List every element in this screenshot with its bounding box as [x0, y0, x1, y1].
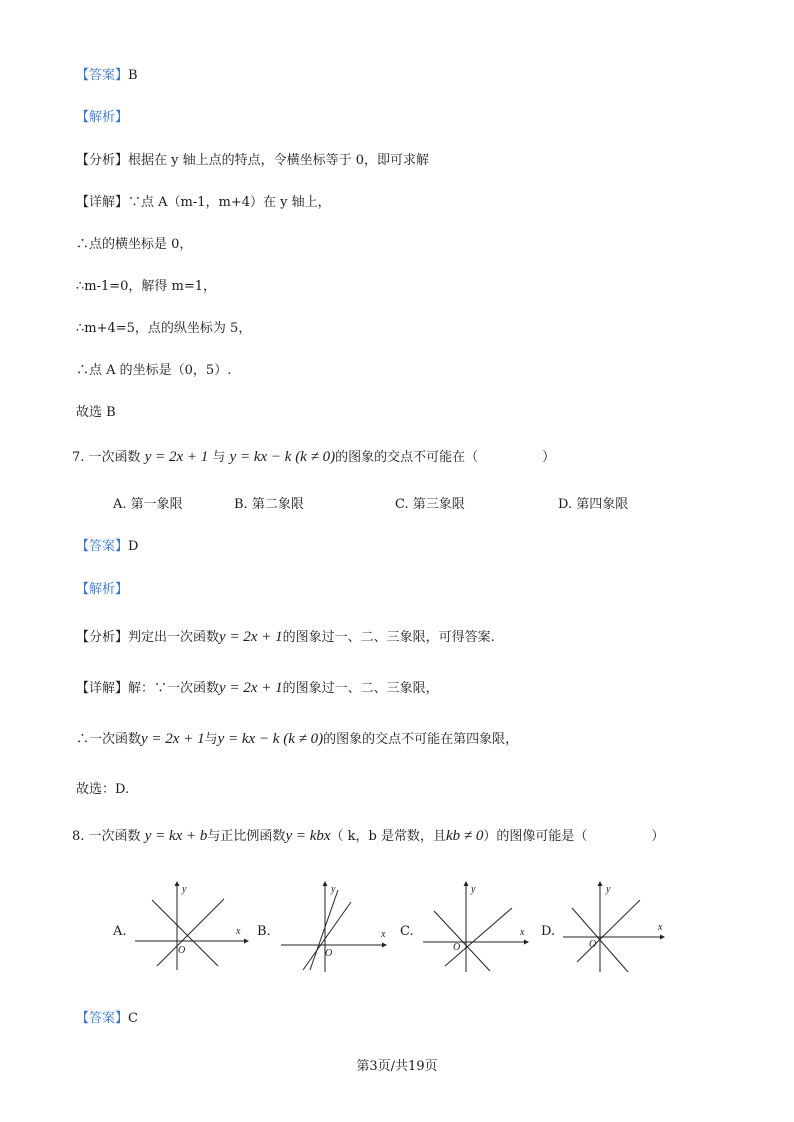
- origin-label: O: [178, 945, 186, 956]
- q8-option-d-label[interactable]: D.: [541, 924, 556, 939]
- q6-analysis-tag: [76, 108, 128, 128]
- equation: kb ≠ 0: [446, 828, 484, 844]
- y-axis-label: y: [471, 884, 476, 895]
- q7-option-a[interactable]: A. 第一象限: [113, 497, 183, 512]
- origin-label: O: [325, 948, 333, 959]
- answer-value: C: [128, 1011, 138, 1026]
- fenxi-text: 判定出一次函数: [128, 630, 220, 645]
- q8-option-a-label[interactable]: A.: [113, 924, 127, 939]
- q7-fenxi-line: [76, 627, 495, 648]
- origin-label: O: [453, 942, 461, 953]
- analysis-tag: 【解析】: [76, 110, 129, 125]
- q6-step-1: ∴点的横坐标是 0，: [76, 237, 193, 252]
- stem-text: ）: [651, 829, 665, 844]
- q8-graph-a[interactable]: [132, 880, 250, 972]
- q7-answer-line: [76, 537, 138, 557]
- q6-fenxi-line: [76, 151, 429, 171]
- question-number: 7.: [72, 450, 85, 465]
- graph-line-decreasing: [152, 900, 218, 966]
- equation: y = 2x + 1: [144, 449, 209, 465]
- equation: y = 2x + 1: [219, 629, 283, 645]
- x-axis-label: x: [658, 922, 663, 933]
- y-axis-arrow: [175, 881, 180, 886]
- x-axis-arrow: [382, 943, 387, 948]
- fenxi-tag: 【分析】: [76, 630, 129, 645]
- q6-answer-line: [76, 66, 138, 86]
- detail-text: 与: [204, 732, 218, 747]
- stem-text: （ k，b 是常数，且: [330, 829, 447, 844]
- y-axis-arrow: [464, 881, 469, 886]
- x-axis-label: x: [381, 929, 386, 940]
- origin-label: O: [589, 939, 597, 950]
- equation: y = 2x + 1: [219, 680, 283, 696]
- q6-step-4: ∴点 A 的坐标是（0，5）.: [76, 363, 232, 378]
- equation: y = 2x + 1: [141, 731, 205, 747]
- q7-stem: [72, 447, 555, 468]
- y-axis-label: y: [331, 884, 336, 895]
- stem-text: ）: [542, 450, 556, 465]
- y-axis-arrow: [598, 881, 603, 886]
- stem-text: 一次函数: [88, 450, 141, 465]
- q8-graph-d[interactable]: [560, 880, 678, 972]
- detail-text: 的图象的交点不可能在第四象限，: [323, 732, 519, 747]
- answer-value: D: [128, 539, 139, 554]
- answer-tag: 【答案】: [76, 68, 129, 83]
- x-axis-arrow: [660, 935, 665, 940]
- y-axis-arrow: [323, 881, 328, 886]
- detail-tag: 【详解】: [76, 195, 129, 210]
- stem-text: ）的图像可能是（: [483, 829, 588, 844]
- q6-step-3: ∴m+4=5，点的纵坐标为 5，: [76, 321, 252, 336]
- y-axis-label: y: [182, 884, 187, 895]
- equation: y = kx + b: [144, 828, 208, 844]
- graph-line-decreasing: [434, 911, 490, 971]
- q7-analysis-tag: [76, 580, 128, 600]
- q6-conclusion: 故选 B: [76, 405, 116, 420]
- q8-option-c-label[interactable]: C.: [400, 924, 414, 939]
- stem-text: 与正比例函数: [207, 829, 286, 844]
- graph-line-increasing: [157, 899, 224, 966]
- answer-value: B: [128, 68, 138, 83]
- x-axis-arrow: [244, 939, 249, 944]
- q7-option-b[interactable]: B. 第二象限: [234, 497, 304, 512]
- q6-detail-line: [76, 193, 331, 213]
- graph-line-steep: [303, 902, 351, 970]
- stem-text: 的图象的交点不可能在（: [335, 450, 479, 465]
- q8-graph-b[interactable]: [278, 880, 396, 972]
- q7-detail-line: [76, 678, 439, 699]
- graph-line-increasing: [445, 908, 512, 966]
- detail-text: ∵点 A（m-1，m+4）在 y 轴上，: [128, 195, 331, 210]
- answer-tag: 【答案】: [76, 1011, 129, 1026]
- detail-tag: 【详解】: [76, 681, 129, 696]
- q7-option-c[interactable]: C. 第三象限: [395, 497, 465, 512]
- stem-text: 与: [212, 450, 226, 465]
- page-footer: 第3页/共19页: [356, 1059, 438, 1074]
- detail-text: ∴一次函数: [76, 732, 142, 747]
- equation: y = kbx: [285, 828, 331, 844]
- stem-text: 一次函数: [88, 829, 141, 844]
- y-axis-label: y: [606, 884, 611, 895]
- x-axis-label: x: [520, 927, 525, 938]
- question-number: 8.: [72, 829, 85, 844]
- analysis-tag: 【解析】: [76, 582, 129, 597]
- answer-tag: 【答案】: [76, 539, 129, 554]
- equation: y = kx − k (k ≠ 0): [229, 449, 336, 465]
- graph-line-steeper: [310, 890, 338, 970]
- x-axis-arrow: [524, 940, 529, 945]
- q8-option-b-label[interactable]: B.: [257, 924, 271, 939]
- q8-stem: [72, 826, 664, 847]
- equation: y = kx − k (k ≠ 0): [217, 731, 324, 747]
- graph-line-increasing: [577, 900, 640, 962]
- detail-text: 解：∵一次函数: [128, 681, 220, 696]
- q7-option-d[interactable]: D. 第四象限: [558, 497, 629, 512]
- q8-graph-c[interactable]: [420, 880, 538, 972]
- fenxi-text: 的图象过一、二、三象限，可得答案.: [282, 630, 495, 645]
- q6-step-2: ∴m-1=0，解得 m=1，: [76, 279, 217, 294]
- q7-conclusion: 故选：D.: [76, 782, 130, 797]
- x-axis-label: x: [236, 926, 241, 937]
- detail-text: 的图象过一、二、三象限，: [282, 681, 439, 696]
- q7-detail-line-2: [76, 729, 518, 750]
- fenxi-tag: 【分析】: [76, 153, 129, 168]
- fenxi-text: 根据在 y 轴上点的特点，令横坐标等于 0，即可求解: [128, 153, 430, 168]
- q8-answer-line: [76, 1009, 138, 1029]
